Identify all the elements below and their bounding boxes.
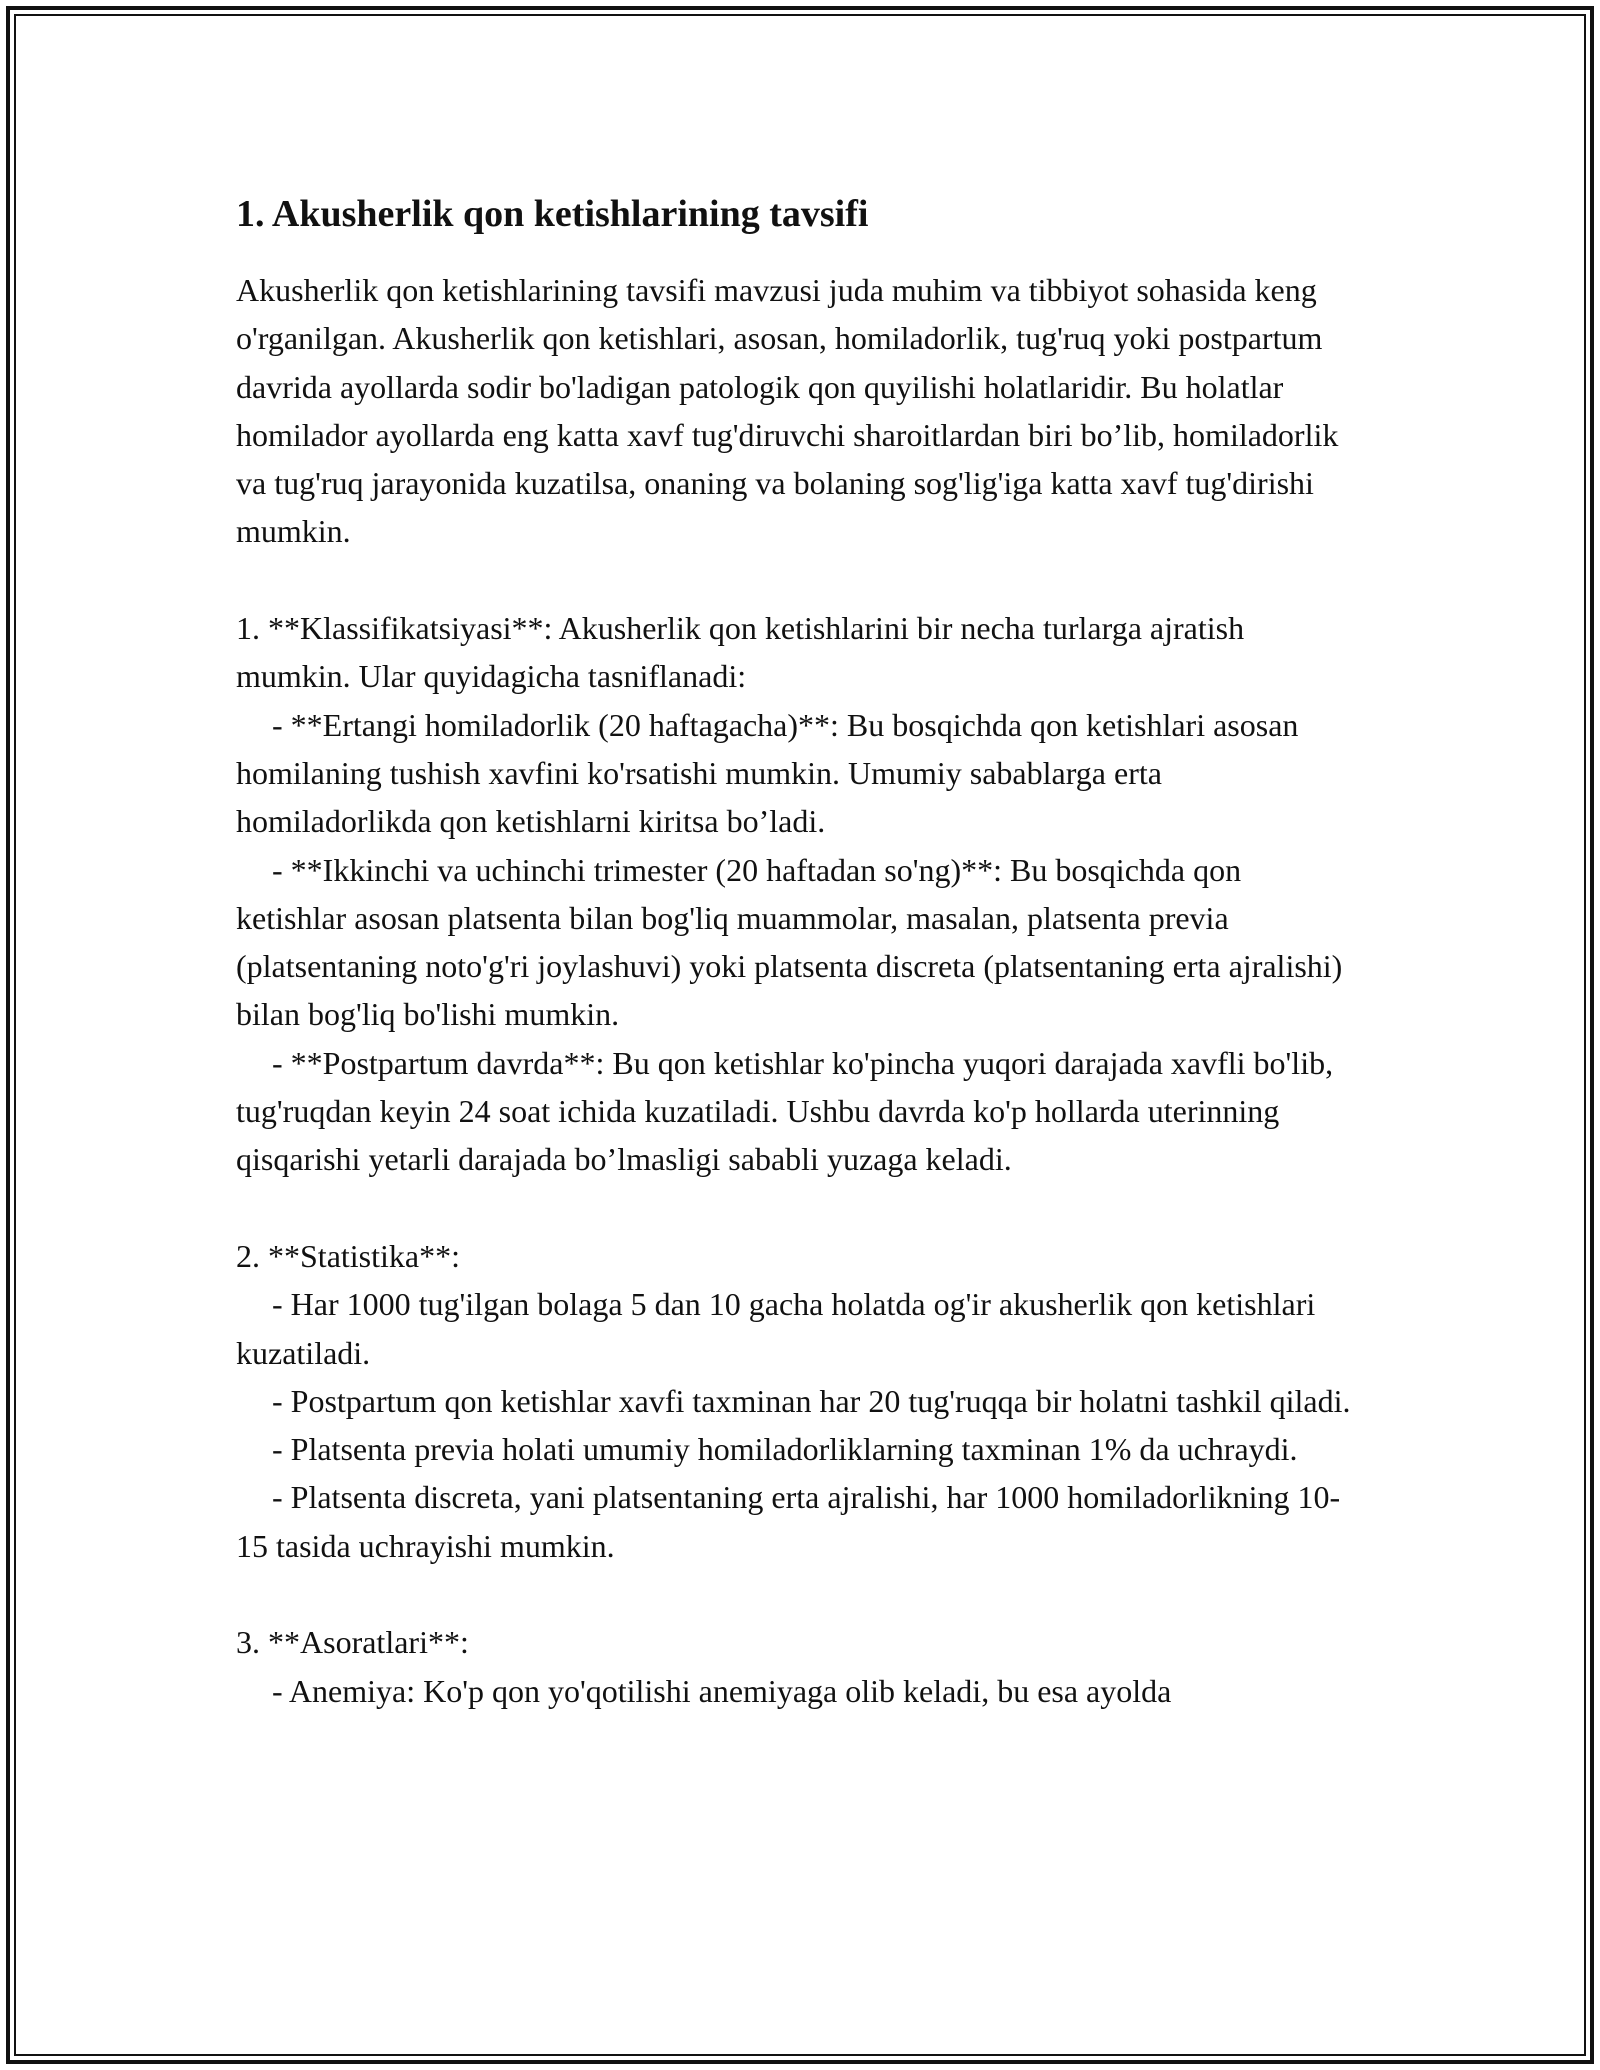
list-item-text: - **Ertangi homiladorlik (20 haftagacha)**: Bu bosqichda qon ketishlari asosan homilaning tushish xavfini ko'rsatishi mumkin. Umumiy sabablarga erta homiladorlikda qon ketishlarni kiritsa bo’ladi. — [236, 706, 1307, 840]
list-item-text: - Har 1000 tug'ilgan bolaga 5 dan 10 gacha holatda og'ir akusherlik qon ketishlari kuzatiladi. — [236, 1286, 1324, 1371]
list-item — [236, 1377, 1356, 1425]
list-item-text: - **Postpartum davrda**: Bu qon ketishlar ko'pincha yuqori darajada xavfli bo'lib, tug'ruqdan keyin 24 soat ichida kuzatiladi. Ushbu davrda ko'p hollarda uterinning qisqarishi yetarli darajada bo’lmasligi sababli yuzaga keladi. — [236, 1044, 1342, 1178]
page-title: 1. Akusherlik qon ketishlarining tavsifi — [236, 193, 869, 235]
document-body — [236, 190, 1356, 1715]
list-item — [236, 1280, 1356, 1377]
list-item — [236, 701, 1356, 846]
section-heading-complications: 3. **Asoratlari**: — [236, 1624, 469, 1661]
spacer — [236, 1184, 1356, 1232]
list-item — [236, 1667, 1356, 1715]
list-item-text: - Platsenta discreta, yani platsentaning erta ajralishi, har 1000 homiladorlikning 10-15 tasida uchrayishi mumkin. — [236, 1479, 1341, 1564]
list-item — [236, 1039, 1356, 1184]
intro-paragraph: Akusherlik qon ketishlarining tavsifi mavzusi juda muhim va tibbiyot sohasida keng o'rganilgan. Akusherlik qon ketishlari, asosan, homiladorlik, tug'ruq yoki postpartum davrida ayollarda sodir bo'ladigan patologik qon quyilishi holatlaridir. Bu holatlar homilador ayollarda eng katta xavf tug'diruvchi sharoitlardan biri bo’lib, homiladorlik va tug'ruq jarayonida kuzatilsa, onaning va bolaning sog'lig'iga katta xavf tug'dirishi mumkin. — [236, 272, 1347, 550]
section-heading-statistics: 2. **Statistika**: — [236, 1237, 460, 1274]
list-item — [236, 1473, 1356, 1570]
list-item — [236, 846, 1356, 1039]
spacer — [236, 1570, 1356, 1618]
list-item-text: - Postpartum qon ketishlar xavfi taxminan har 20 tug'ruqqa bir holatni tashkil qiladi. — [272, 1382, 1351, 1419]
list-item — [236, 1425, 1356, 1473]
list-item-text: - Anemiya: Ko'p qon yo'qotilishi anemiyaga olib keladi, bu esa ayolda — [272, 1672, 1172, 1709]
list-item-text: - **Ikkinchi va uchinchi trimester (20 haftadan so'ng)**: Bu bosqichda qon ketishlar asosan platsenta bilan bog'liq muammolar, masalan, platsenta previa (platsentaning noto'g'ri joylashuvi) yoki platsenta discreta (platsentaning erta ajralishi) bilan bog'liq bo'lishi mumkin. — [236, 851, 1351, 1033]
spacer — [236, 556, 1356, 604]
section-heading-classification: 1. **Klassifikatsiyasi**: Akusherlik qon ketishlarini bir necha turlarga ajratish mumkin. Ular quyidagicha tasniflanadi: — [236, 610, 1253, 695]
list-item-text: - Platsenta previa holati umumiy homiladorliklarning taxminan 1% da uchraydi. — [272, 1431, 1298, 1468]
